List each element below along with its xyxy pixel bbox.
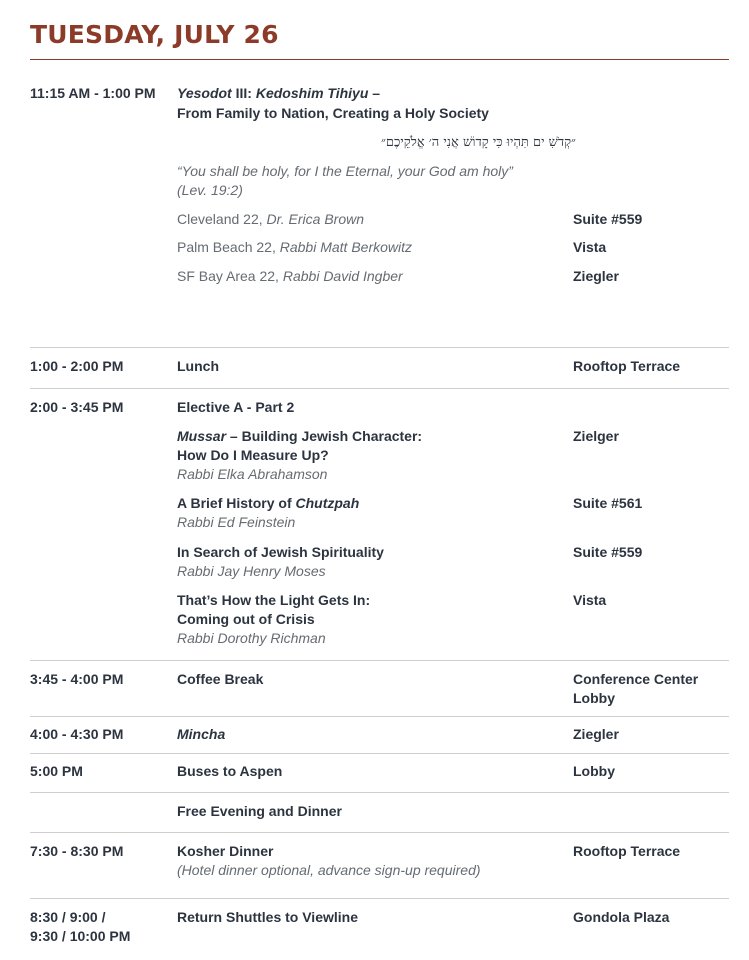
title-text: – <box>368 85 381 101</box>
elective-speaker: Rabbi Ed Feinstein <box>177 514 296 530</box>
session-location: Ziegler <box>573 726 619 742</box>
session-title: Free Evening and Dinner <box>177 803 342 819</box>
title-text: III: <box>231 85 256 101</box>
row-divider <box>30 753 729 754</box>
verse-citation: (Lev. 19:2) <box>177 182 243 198</box>
title-divider <box>30 59 729 60</box>
session-note: (Hotel dinner optional, advance sign-up required) <box>177 862 481 878</box>
session-location: Lobby <box>573 763 615 779</box>
elective-title-line2: How Do I Measure Up? <box>177 447 329 463</box>
title-text: – Building Jewish Character: <box>226 428 423 444</box>
session-location: Conference Center <box>573 671 699 687</box>
session-time-line2: 9:30 / 10:00 PM <box>30 928 131 944</box>
group-row <box>177 210 364 229</box>
page-title: TUESDAY, JULY 26 <box>30 20 279 49</box>
group-location: Ziegler <box>573 268 619 284</box>
session-time: 3:45 - 4:00 PM <box>30 671 124 687</box>
session-time: 7:30 - 8:30 PM <box>30 843 124 859</box>
title-italic: Chutzpah <box>295 495 360 511</box>
group-location: Vista <box>573 239 607 255</box>
session-title: Elective A - Part 2 <box>177 399 295 415</box>
session-title: Coffee Break <box>177 671 264 687</box>
session-time: 4:00 - 4:30 PM <box>30 726 124 742</box>
session-title: Kosher Dinner <box>177 843 274 859</box>
session-title-line2: From Family to Nation, Creating a Holy Society <box>177 105 489 121</box>
hebrew-verse: ״קְדֹשִׁ ים תִּהְיוּ כִּי קָדוֹשׁ אֲנִי ה׳ אֱלֹקֵיכֶם״ <box>380 135 576 150</box>
elective-title <box>177 427 422 446</box>
elective-location: Suite #561 <box>573 495 643 511</box>
group-region: SF Bay Area 22, <box>177 268 283 284</box>
session-location: Gondola Plaza <box>573 909 670 925</box>
elective-location: Suite #559 <box>573 544 643 560</box>
row-divider <box>30 832 729 833</box>
elective-speaker: Rabbi Dorothy Richman <box>177 630 326 646</box>
session-title <box>177 84 380 103</box>
session-title: Mincha <box>177 726 226 742</box>
session-time: 5:00 PM <box>30 763 83 779</box>
elective-title <box>177 494 359 513</box>
session-location: Rooftop Terrace <box>573 843 681 859</box>
group-region: Cleveland 22, <box>177 211 267 227</box>
session-time: 1:00 - 2:00 PM <box>30 358 124 374</box>
group-row <box>177 267 403 286</box>
session-title: Buses to Aspen <box>177 763 283 779</box>
elective-location: Zielger <box>573 428 619 444</box>
row-divider <box>30 716 729 717</box>
session-time: 2:00 - 3:45 PM <box>30 399 124 415</box>
row-divider <box>30 388 729 389</box>
session-title: Return Shuttles to Viewline <box>177 909 358 925</box>
group-leader: Rabbi David Ingber <box>282 268 403 284</box>
row-divider <box>30 898 729 899</box>
group-row <box>177 238 412 257</box>
group-location: Suite #559 <box>573 211 643 227</box>
elective-speaker: Rabbi Jay Henry Moses <box>177 563 326 579</box>
elective-title: In Search of Jewish Spirituality <box>177 544 384 560</box>
row-divider <box>30 792 729 793</box>
group-leader: Dr. Erica Brown <box>266 211 365 227</box>
elective-title-line2: Coming out of Crisis <box>177 611 315 627</box>
session-location-line2: Lobby <box>573 690 615 706</box>
session-location: Rooftop Terrace <box>573 358 681 374</box>
group-region: Palm Beach 22, <box>177 239 280 255</box>
row-divider <box>30 347 729 348</box>
elective-speaker: Rabbi Elka Abrahamson <box>177 466 328 482</box>
session-title: Lunch <box>177 358 219 374</box>
title-italic: Kedoshim Tihiyu <box>255 85 369 101</box>
row-divider <box>30 660 729 661</box>
session-time: 11:15 AM - 1:00 PM <box>30 85 156 101</box>
verse-translation: “You shall be holy, for I the Eternal, your God am holy” <box>177 163 513 179</box>
group-leader: Rabbi Matt Berkowitz <box>279 239 413 255</box>
elective-title: That’s How the Light Gets In: <box>177 592 371 608</box>
title-italic: Yesodot <box>177 85 232 101</box>
elective-location: Vista <box>573 592 607 608</box>
title-text: A Brief History of <box>177 495 296 511</box>
session-time: 8:30 / 9:00 / <box>30 909 106 925</box>
title-italic: Mussar <box>177 428 227 444</box>
